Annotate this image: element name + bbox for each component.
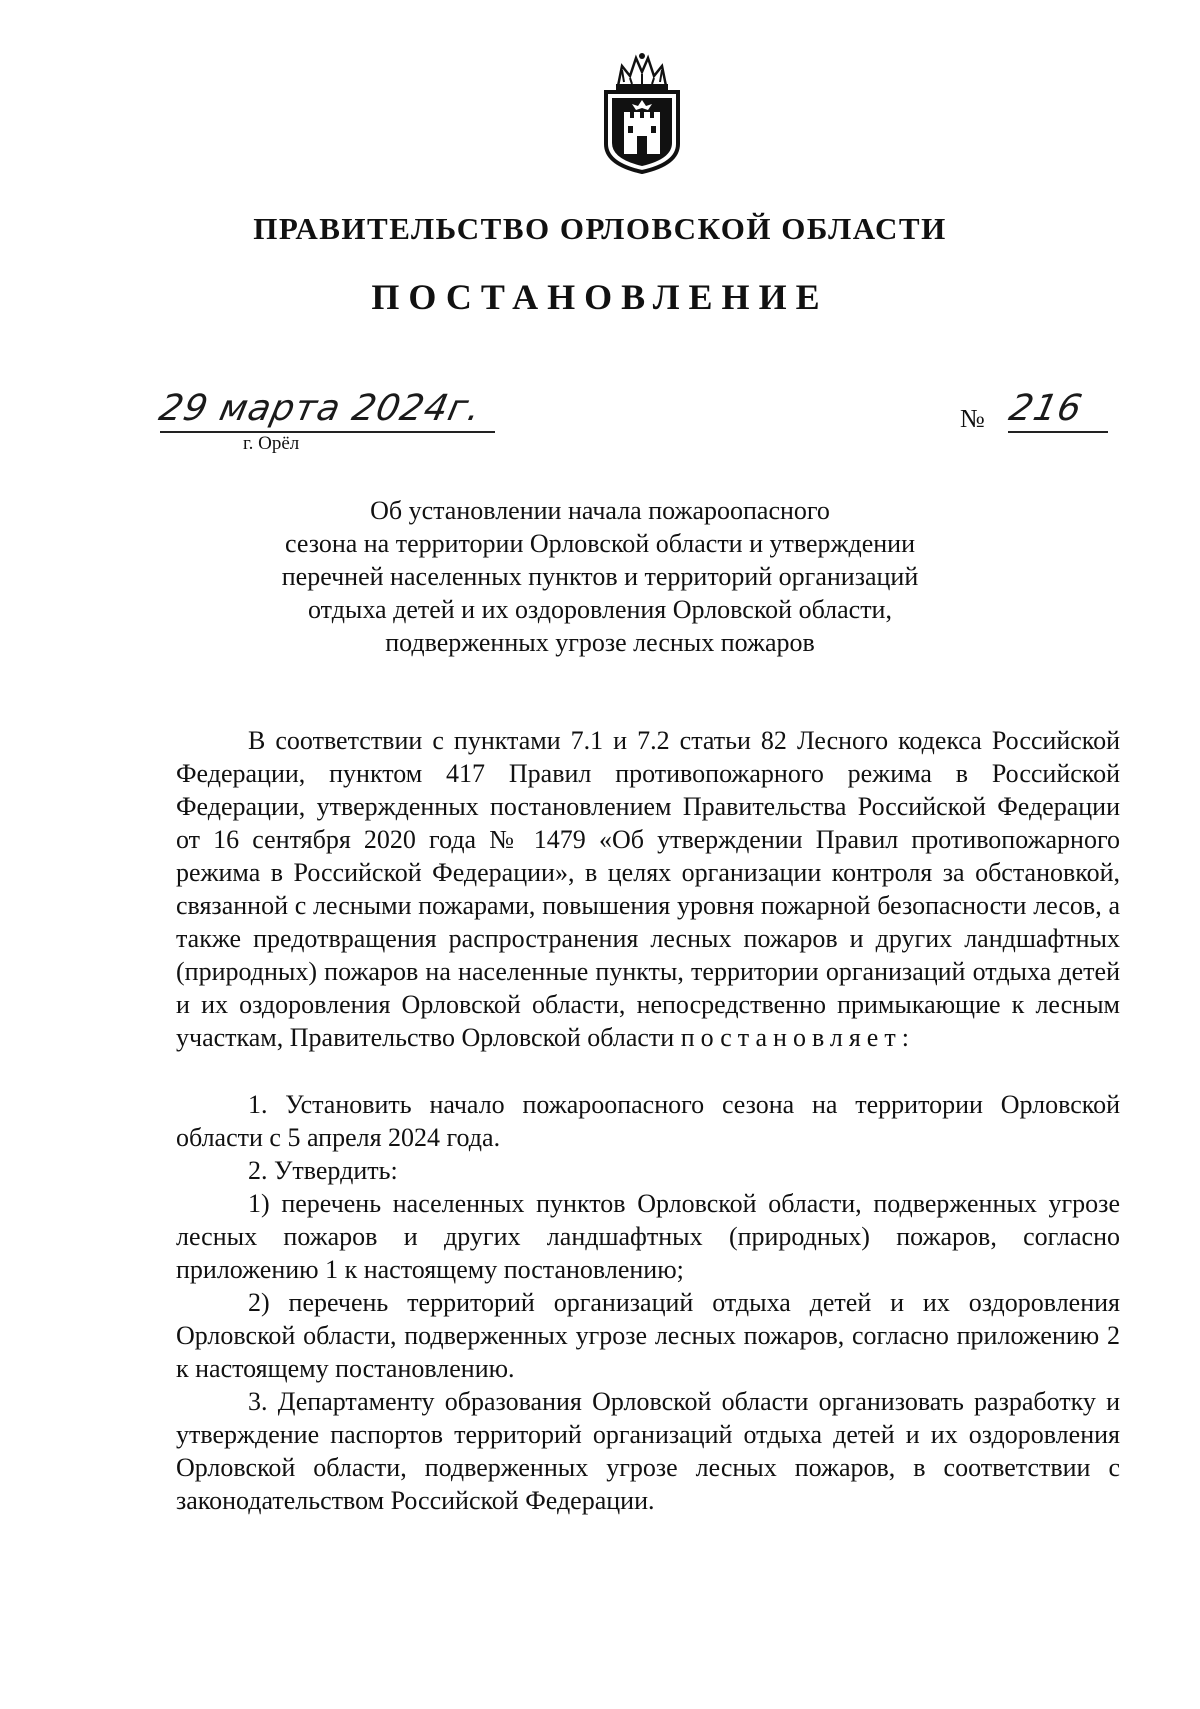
clause-3: 3. Департаменту образования Орловской области организовать разработку и утверждение паспортов территорий организаций отдыха детей и их оздоровления Орловской области, подверженных угрозе лесных пожаров, в соответствии с законодательством Российской Федерации.: [176, 1387, 1120, 1515]
subject-line: Об установлении начала пожароопасного: [370, 496, 830, 525]
number-field: [960, 388, 1110, 438]
subject-line: подверженных угрозе лесных пожаров: [385, 628, 815, 657]
document-body: [176, 724, 1120, 1517]
subject-line: перечней населенных пунктов и территорий организаций: [281, 562, 919, 591]
coat-of-arms-icon: [598, 52, 686, 174]
handwritten-number: 216: [1005, 388, 1087, 429]
government-title: ПРАВИТЕЛЬСТВО ОРЛОВСКОЙ ОБЛАСТИ: [253, 211, 947, 246]
preamble-paragraph: [176, 724, 1120, 1054]
date-underline: [160, 431, 495, 433]
city-label: г. Орёл: [243, 433, 300, 454]
handwritten-date: 29 марта 2024г.: [155, 388, 486, 429]
decree-word: постановляет:: [680, 1023, 915, 1052]
document-subject: [200, 494, 1000, 659]
number-underline: [1008, 431, 1108, 433]
clause-2-1: 1) перечень населенных пунктов Орловской области, подверженных угрозе лесных пожаров и других ландшафтных (природных) пожаров, согласно приложению 1 к настоящему постановлению;: [176, 1189, 1120, 1284]
subject-line: отдыха детей и их оздоровления Орловской области,: [308, 595, 892, 624]
number-sign: №: [960, 404, 985, 433]
date-field: [155, 388, 500, 438]
subject-line: сезона на территории Орловской области и утверждении: [284, 529, 916, 558]
preamble-text: В соответствии с пунктами 7.1 и 7.2 статьи 82 Лесного кодекса Российской Федерации, пунктом 417 Правил противопожарного режима в Российской Федерации, утвержденных постановлением Правительства Российской Федерации от 16 сентября 2020 года № 1479 «Об утверждении Правил противопожарного режима в Российской Федерации», в целях организации контроля за обстановкой, связанной с лесными пожарами, повышения уровня пожарной безопасности лесов, а также предотвращения распространения лесных пожаров и других ландшафтных (природных) пожаров на населенные пункты, территории организаций отдыха детей и их оздоровления Орловской области, непосредственно примыкающие к лесным участкам, Правительство Орловской области: [176, 726, 1120, 1052]
clause-2: 2. Утвердить:: [248, 1156, 398, 1185]
document-type-title: ПОСТАНОВЛЕНИЕ: [371, 277, 829, 317]
clause-1: 1. Установить начало пожароопасного сезона на территории Орловской области с 5 апреля 2024 года.: [176, 1090, 1120, 1152]
clause-2-2: 2) перечень территорий организаций отдыха детей и их оздоровления Орловской области, подверженных угрозе лесных пожаров, согласно приложению 2 к настоящему постановлению.: [176, 1288, 1120, 1383]
